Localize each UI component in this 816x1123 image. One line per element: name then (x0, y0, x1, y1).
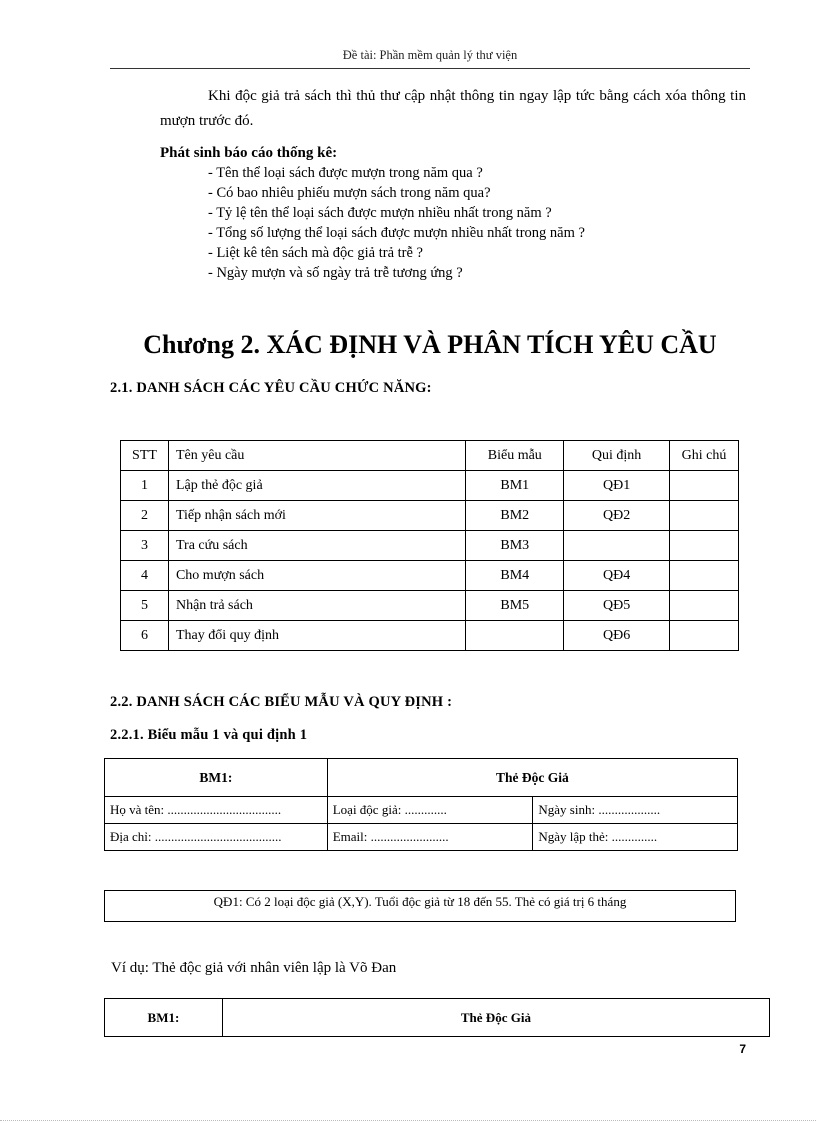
cell: 4 (121, 561, 169, 591)
cell: 2 (121, 501, 169, 531)
qd1-rule-box: QĐ1: Có 2 loại độc giả (X,Y). Tuổi độc giả từ 18 đến 55. Thẻ có giá trị 6 tháng (104, 890, 736, 922)
section-2-1-heading: 2.1. DANH SÁCH CÁC YÊU CẦU CHỨC NĂNG: (110, 380, 432, 396)
form-code: BM1: (105, 759, 328, 797)
cell: QĐ2 (564, 501, 670, 531)
table-row (121, 621, 739, 651)
cell (670, 471, 739, 501)
report-item: - Tổng số lượng thể loại sách được mượn nhiều nhất trong năm ? (208, 225, 585, 241)
form-title-row (105, 999, 770, 1037)
header-cell: STT (121, 441, 169, 471)
table-row (121, 591, 739, 621)
cell (670, 561, 739, 591)
cell: QĐ1 (564, 471, 670, 501)
cell (670, 501, 739, 531)
report-list (208, 163, 585, 283)
cell (670, 621, 739, 651)
cell: QĐ6 (564, 621, 670, 651)
cell: BM3 (466, 531, 564, 561)
table-row (121, 561, 739, 591)
report-title: Phát sinh báo cáo thống kê: (160, 145, 338, 161)
form-code: BM1: (105, 999, 223, 1037)
section-2-2-heading: 2.2. DANH SÁCH CÁC BIỂU MẪU VÀ QUY ĐỊNH : (110, 694, 453, 710)
cell: Tra cứu sách (168, 531, 465, 561)
cell: 1 (121, 471, 169, 501)
table-row (121, 531, 739, 561)
email-field: Email: ........................ (327, 824, 533, 851)
form-title-row (105, 759, 738, 797)
form-row (105, 824, 738, 851)
cell (670, 531, 739, 561)
report-item: - Có bao nhiêu phiếu mượn sách trong năm qua? (208, 185, 491, 201)
cell: BM5 (466, 591, 564, 621)
cell: BM1 (466, 471, 564, 501)
issue-date-field: Ngày lập thẻ: .............. (533, 824, 738, 851)
cell: Lập thẻ độc giả (168, 471, 465, 501)
table-header-row (121, 441, 739, 471)
cell: 3 (121, 531, 169, 561)
chapter-title: Chương 2. XÁC ĐỊNH VÀ PHÂN TÍCH YÊU CẦU (143, 330, 717, 359)
cell (670, 591, 739, 621)
cell: Tiếp nhận sách mới (168, 501, 465, 531)
example-text: Ví dụ: Thẻ độc giả với nhân viên lập là Võ Đan (111, 960, 397, 976)
cell (466, 621, 564, 651)
reader-type-field: Loại độc giả: ............. (327, 797, 533, 824)
page-header: Đề tài: Phần mềm quản lý thư viện (342, 48, 518, 62)
birthdate-field: Ngày sinh: ................... (533, 797, 738, 824)
cell: BM4 (466, 561, 564, 591)
form-row (105, 797, 738, 824)
address-field: Địa chỉ: ....................................... (105, 824, 328, 851)
report-item: - Liệt kê tên sách mà độc giả trả trễ ? (208, 245, 423, 261)
cell: 5 (121, 591, 169, 621)
cell: 6 (121, 621, 169, 651)
page-bottom-divider (0, 1120, 816, 1121)
cell: QĐ5 (564, 591, 670, 621)
page-number: 7 (739, 1042, 746, 1056)
header-cell: Tên yêu cầu (168, 441, 465, 471)
cell: BM2 (466, 501, 564, 531)
cell: Cho mượn sách (168, 561, 465, 591)
form-title: Thẻ Độc Giả (222, 999, 769, 1037)
cell: Nhận trả sách (168, 591, 465, 621)
bm1-form-table (104, 758, 738, 851)
section-2-2-1-heading: 2.2.1. Biểu mẫu 1 và qui định 1 (110, 727, 308, 743)
report-item: - Tên thể loại sách được mượn trong năm qua ? (208, 165, 483, 181)
header-divider (110, 68, 750, 69)
table-row (121, 501, 739, 531)
header-cell: Ghi chú (670, 441, 739, 471)
report-item: - Ngày mượn và số ngày trả trễ tương ứng ? (208, 265, 463, 281)
report-item: - Tỷ lệ tên thể loại sách được mượn nhiều nhất trong năm ? (208, 205, 552, 221)
table-row (121, 471, 739, 501)
requirements-table (120, 440, 739, 651)
return-paragraph: Khi độc giả trả sách thì thủ thư cập nhật thông tin ngay lập tức bằng cách xóa thông tin mượn trước đó. (160, 88, 746, 129)
fullname-field: Họ và tên: ................................... (105, 797, 328, 824)
header-cell: Biểu mẫu (466, 441, 564, 471)
cell (564, 531, 670, 561)
form-title: Thẻ Độc Giả (327, 759, 737, 797)
cell: Thay đổi quy định (168, 621, 465, 651)
header-cell: Qui định (564, 441, 670, 471)
bm1-example-form-table (104, 998, 770, 1037)
cell: QĐ4 (564, 561, 670, 591)
